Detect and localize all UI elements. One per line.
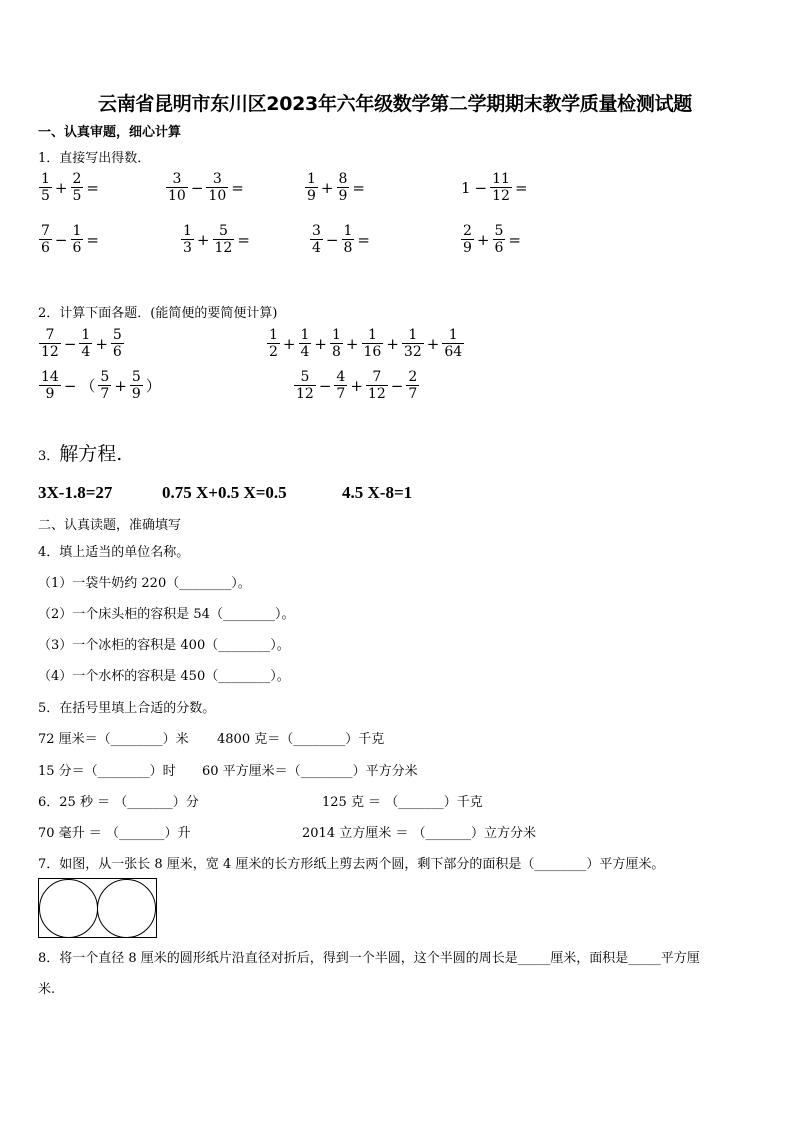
question-8-line-2: 米. xyxy=(38,982,56,997)
question-4-label: 4．填上适当的单位名称。 xyxy=(38,545,190,560)
q1-item-8: $\frac{2}{9}$ + $\frac{5}{6}$ = xyxy=(463,223,521,257)
q1-item-3: $\frac{1}{9}$ + $\frac{8}{9}$ = xyxy=(307,171,365,205)
section-heading-calculation: 一、认真审题，细心计算 xyxy=(38,125,182,140)
question-2-label: 2．计算下面各题．(能简便的要简便计算) xyxy=(38,306,278,321)
q1-item-6: $\frac{1}{3}$ + $\frac{5}{12}$ = xyxy=(183,223,250,257)
q1-item-7: $\frac{3}{4}$ − $\frac{1}{8}$ = xyxy=(312,223,370,257)
question-5-label: 5．在括号里填上合适的分数。 xyxy=(38,701,216,716)
q4-item-3: （3）一个冰柜的容积是 400（________）。 xyxy=(38,638,290,653)
q4-item-1: （1）一袋牛奶约 220（________）。 xyxy=(38,576,251,591)
q2-expression-1: $\frac{7}{12}$ − $\frac{1}{4}$ + $\frac{5}{6}$ xyxy=(41,327,122,361)
q6-item-3: 70 毫升 ＝ （_______）升 xyxy=(38,826,191,841)
rectangle-figure xyxy=(38,878,157,938)
q6-item-1: 6．25 秒 ＝ （_______）分 xyxy=(38,795,199,810)
equation-2: 0.75 X+0.5 X=0.5 xyxy=(162,483,287,502)
q2-expression-4: $\frac{5}{12}$ − $\frac{4}{7}$ + $\frac{7}{12}$ − $\frac{2}{7}$ xyxy=(296,369,418,403)
question-7-label: 7．如图，从一张长 8 厘米，宽 4 厘米的长方形纸上剪去两个圆，剩下部分的面积是（________）平方厘米。 xyxy=(38,857,665,872)
question-1-label: 1．直接写出得数． xyxy=(38,151,151,166)
page-title: 云南省昆明市东川区2023年六年级数学第二学期期末教学质量检测试题 xyxy=(98,93,692,115)
circle-right xyxy=(97,879,156,938)
q5-item-2: 4800 克＝（________）千克 xyxy=(217,732,385,747)
equation-1: 3X-1.8=27 xyxy=(38,483,113,502)
q5-item-1: 72 厘米＝（________）米 xyxy=(38,732,189,747)
q1-item-2: $\frac{3}{10}$ − $\frac{3}{10}$ = xyxy=(168,171,244,205)
q1-item-4: 1 − $\frac{11}{12}$ = xyxy=(461,171,528,205)
equation-3: 4.5 X-8=1 xyxy=(342,483,413,502)
q5-item-3: 15 分＝（________）时 xyxy=(38,764,176,779)
q4-item-2: （2）一个床头柜的容积是 54（________）。 xyxy=(38,607,295,622)
q2-expression-3: $\frac{14}{9}$ − （ $\frac{5}{7}$ + $\frac{5}{9}$ ） xyxy=(41,369,161,403)
q5-item-4: 60 平方厘米＝（________）平方分米 xyxy=(202,764,418,779)
q6-item-4: 2014 立方厘米 ＝ （_______）立方分米 xyxy=(302,826,536,841)
q4-item-4: （4）一个水杯的容积是 450（________）。 xyxy=(38,669,290,684)
q1-item-5: $\frac{7}{6}$ − $\frac{1}{6}$ = xyxy=(41,223,99,257)
section-heading-fill-in: 二、认真读题，准确填写 xyxy=(38,518,182,533)
question-3-heading: 3．解方程. xyxy=(38,443,123,465)
q1-item-1: $\frac{1}{5}$ + $\frac{2}{5}$ = xyxy=(41,171,99,205)
q2-expression-2: $\frac{1}{2}$ + $\frac{1}{4}$ + $\frac{1}{8}$ + $\frac{1}{16}$ + $\frac{1}{32}$ + $\frac{1}{64}$ xyxy=(269,327,463,361)
q6-item-2: 125 克 ＝ （_______）千克 xyxy=(322,795,483,810)
circle-left xyxy=(39,879,98,938)
question-8-line-1: 8．将一个直径 8 厘米的圆形纸片沿直径对折后，得到一个半圆，这个半圆的周长是_____厘米，面积是_____平方厘 xyxy=(38,951,700,966)
